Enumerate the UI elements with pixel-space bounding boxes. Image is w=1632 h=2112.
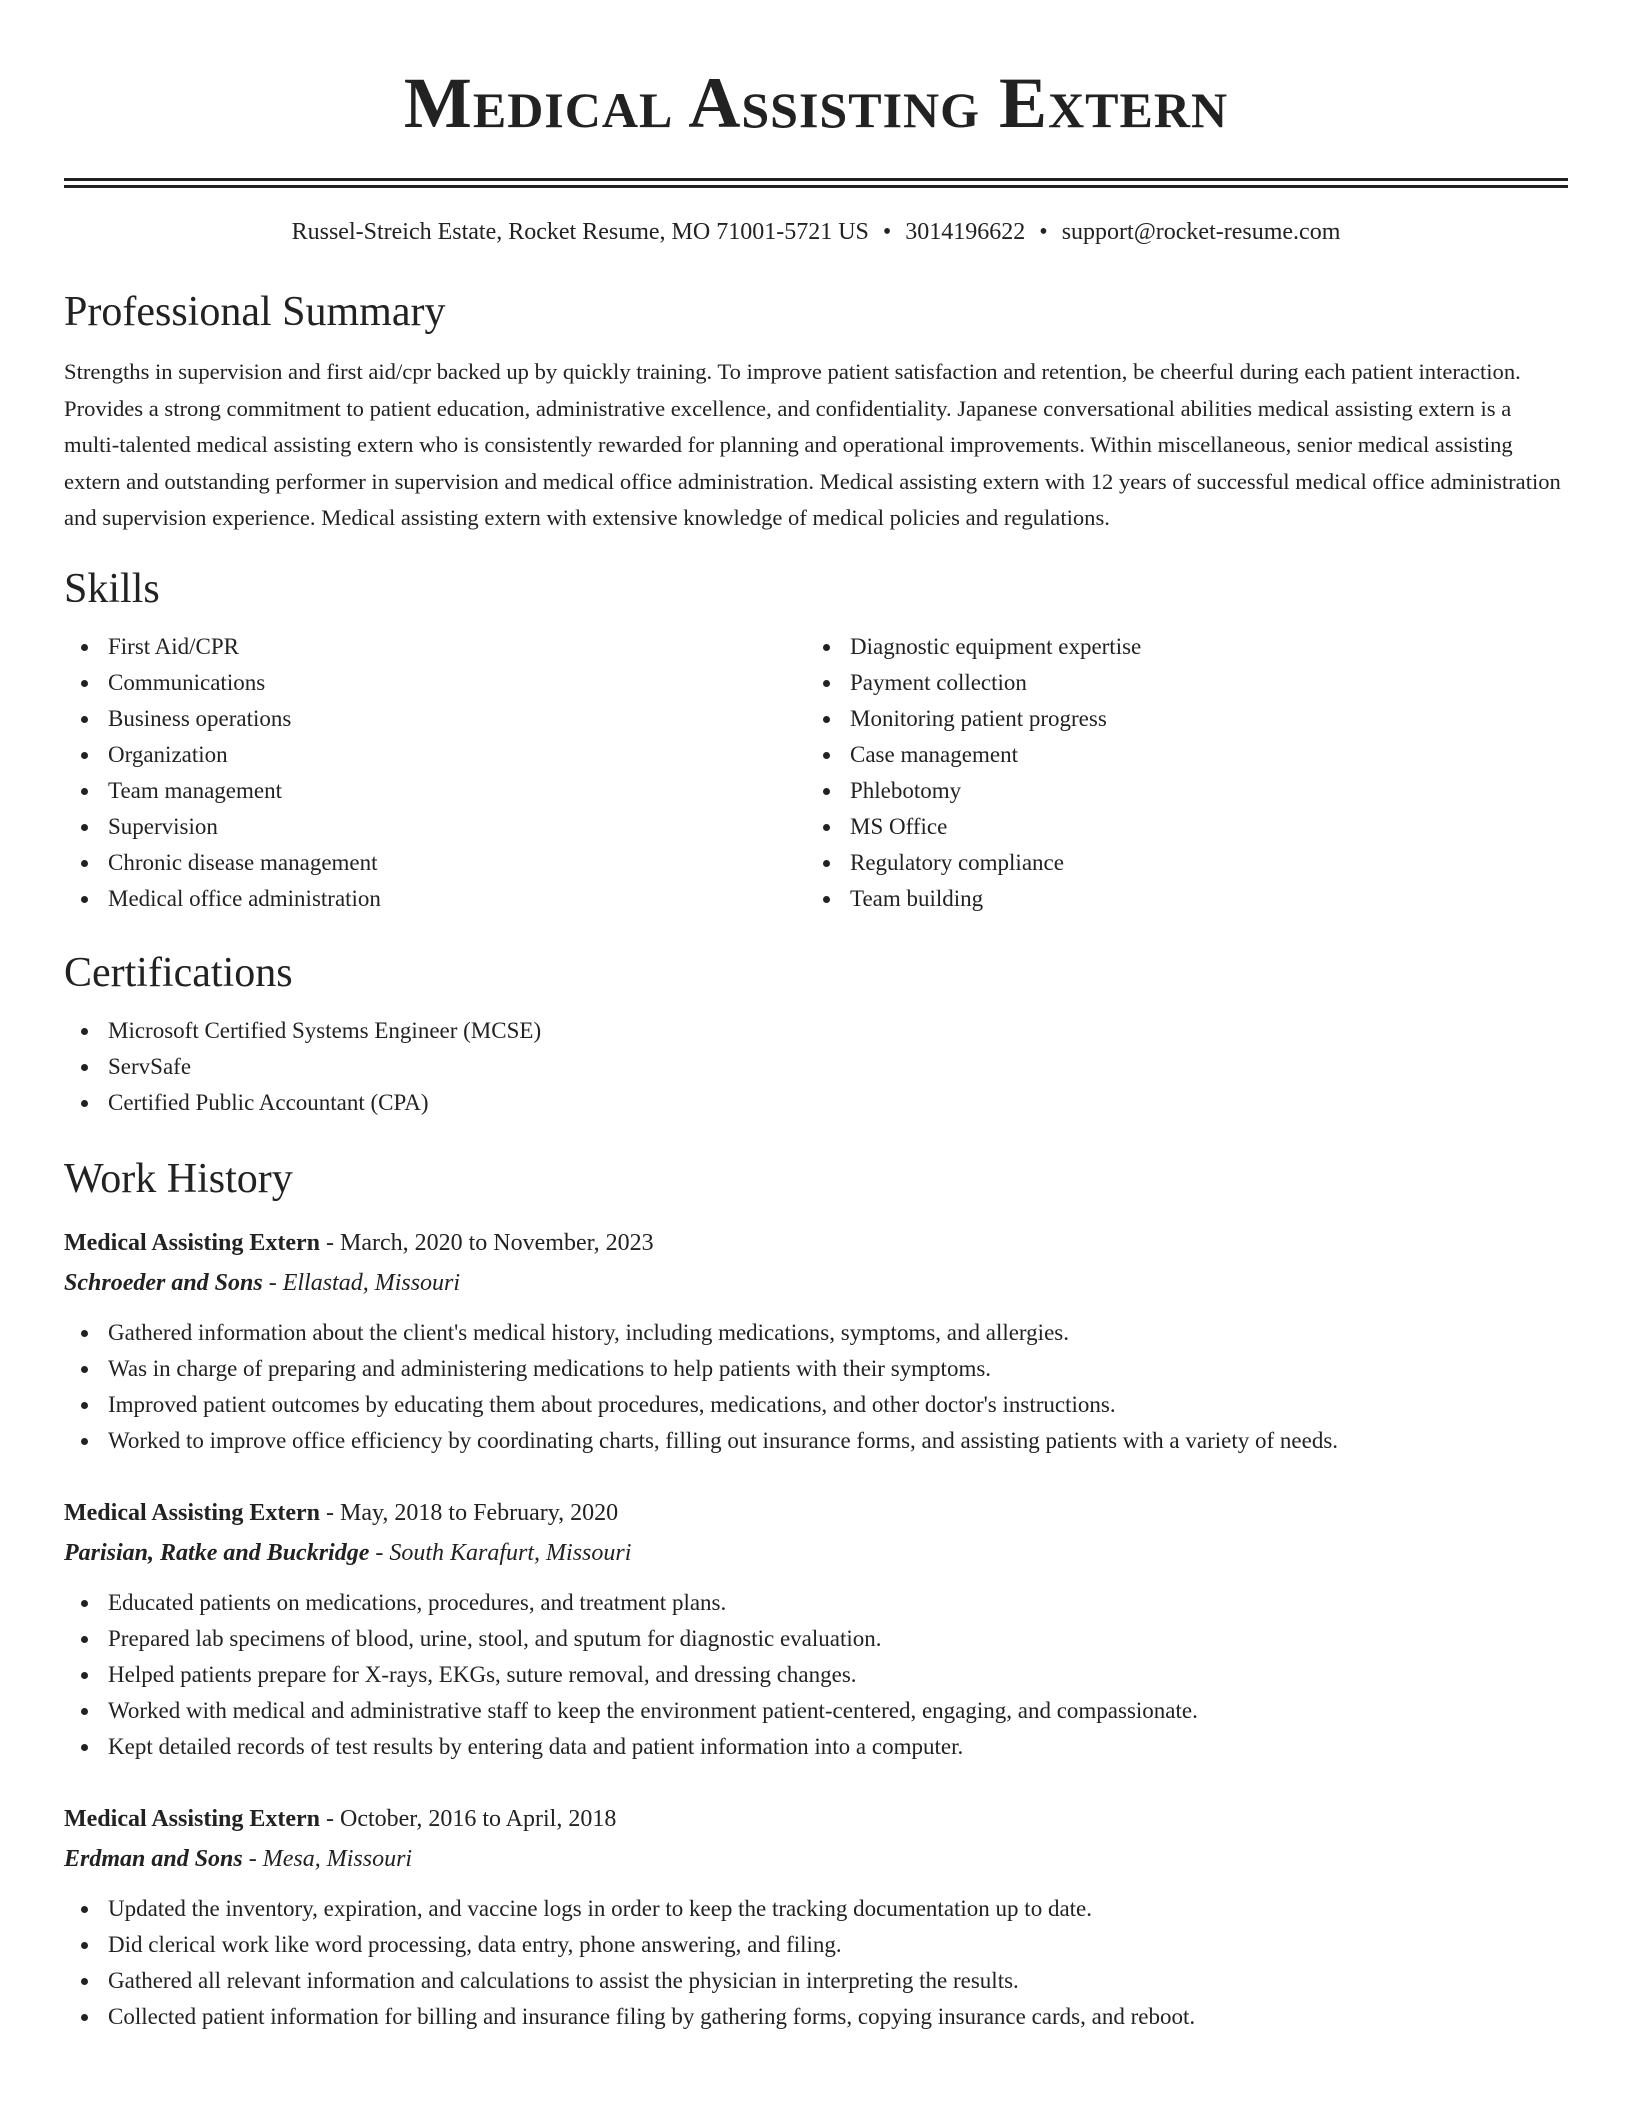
contact-phone: 3014196622 (905, 219, 1026, 245)
job-duty-item: Gathered all relevant information and calculations to assist the physician in interpreting the results. (64, 1963, 1568, 1999)
skills-heading: Skills (64, 565, 160, 612)
skill-item: Payment collection (806, 665, 1546, 701)
skill-item: MS Office (806, 809, 1546, 845)
job-duties-list (64, 1315, 1568, 1459)
job-dates: - March, 2020 to November, 2023 (320, 1229, 654, 1256)
job-title-line (64, 1223, 1568, 1263)
skill-item: Regulatory compliance (806, 845, 1546, 881)
job-duty-item: Worked with medical and administrative staff to keep the environment patient-centered, engaging, and compassionate. (64, 1693, 1568, 1729)
skills-list-right (806, 629, 1546, 917)
contact-email: support@rocket-resume.com (1061, 219, 1341, 245)
skill-item: Case management (806, 737, 1546, 773)
employer-line (64, 1533, 1568, 1573)
employer-location: - South Karafurt, Missouri (369, 1539, 632, 1566)
title-double-rule (64, 178, 1568, 188)
job-title: Medical Assisting Extern (64, 1805, 320, 1832)
job-duty-item: Did clerical work like word processing, data entry, phone answering, and filing. (64, 1927, 1568, 1963)
skill-item: Organization (64, 737, 806, 773)
employer-location: - Ellastad, Missouri (262, 1269, 461, 1296)
job-duty-item: Helped patients prepare for X-rays, EKGs, suture removal, and dressing changes. (64, 1657, 1568, 1693)
job-duty-item: Kept detailed records of test results by entering data and patient information into a computer. (64, 1729, 1568, 1765)
job-duties-list (64, 1585, 1568, 1765)
work-history-heading: Work History (64, 1155, 293, 1202)
job-duty-item: Worked to improve office efficiency by coordinating charts, filling out insurance forms, and assisting patients with a variety of needs. (64, 1423, 1568, 1459)
certifications-heading: Certifications (64, 949, 293, 996)
employer-name: Erdman and Sons (64, 1845, 243, 1872)
job-title-line (64, 1799, 1568, 1839)
skill-item: Diagnostic equipment expertise (806, 629, 1546, 665)
certification-item: ServSafe (64, 1049, 1568, 1085)
job-entry (64, 1223, 1568, 1459)
employer-name: Parisian, Ratke and Buckridge (64, 1539, 370, 1566)
summary-text: Strengths in supervision and first aid/cpr backed up by quickly training. To improve patient satisfaction and retention, be cheerful during each patient interaction. Provides a strong commitment to patient education, administrative excellence, and confidentiality. Japanese conversational abilities medical assisting extern is a multi-talented medical assisting extern who is consistently rewarded for planning and operational improvements. Within miscellaneous, senior medical assisting extern and outstanding performer in supervision and medical office administration. Medical assisting extern with 12 years of successful medical office administration and supervision experience. Medical assisting extern with extensive knowledge of medical policies and regulations. (64, 359, 1561, 530)
job-entry (64, 1799, 1568, 2035)
employer-name: Schroeder and Sons (64, 1269, 263, 1296)
skill-item: Team management (64, 773, 806, 809)
job-duty-item: Improved patient outcomes by educating them about procedures, medications, and other doctor's instructions. (64, 1387, 1568, 1423)
job-duty-item: Was in charge of preparing and administering medications to help patients with their symptoms. (64, 1351, 1568, 1387)
job-duty-item: Collected patient information for billing and insurance filing by gathering forms, copying insurance cards, and reboot. (64, 1999, 1568, 2035)
contact-separator: • (1039, 219, 1048, 245)
skill-item: First Aid/CPR (64, 629, 806, 665)
employer-location: - Mesa, Missouri (242, 1845, 413, 1872)
skills-list-left (64, 629, 806, 917)
job-title-line (64, 1493, 1568, 1533)
certifications-list (64, 1013, 1568, 1121)
job-duties-list (64, 1891, 1568, 2035)
job-duty-item: Updated the inventory, expiration, and vaccine logs in order to keep the tracking documentation up to date. (64, 1891, 1568, 1927)
job-duty-item: Educated patients on medications, procedures, and treatment plans. (64, 1585, 1568, 1621)
employer-line (64, 1839, 1568, 1879)
skill-item: Team building (806, 881, 1546, 917)
skill-item: Monitoring patient progress (806, 701, 1546, 737)
contact-separator: • (882, 219, 892, 245)
employer-line (64, 1263, 1568, 1303)
certification-item: Certified Public Accountant (CPA) (64, 1085, 1568, 1121)
job-dates: - May, 2018 to February, 2020 (320, 1499, 619, 1526)
job-title: Medical Assisting Extern (64, 1229, 320, 1256)
job-duty-item: Gathered information about the client's medical history, including medications, symptoms, and allergies. (64, 1315, 1568, 1351)
contact-address: Russel-Streich Estate, Rocket Resume, MO 71001-5721 US (291, 219, 869, 245)
skills-grid (64, 629, 1568, 917)
job-entry (64, 1493, 1568, 1765)
skill-item: Communications (64, 665, 806, 701)
contact-line (64, 216, 1568, 248)
resume-title: Medical Assisting Extern (403, 63, 1229, 143)
job-title: Medical Assisting Extern (64, 1499, 320, 1526)
certification-item: Microsoft Certified Systems Engineer (MCSE) (64, 1013, 1568, 1049)
skill-item: Supervision (64, 809, 806, 845)
skill-item: Phlebotomy (806, 773, 1546, 809)
skill-item: Business operations (64, 701, 806, 737)
skill-item: Chronic disease management (64, 845, 806, 881)
summary-heading: Professional Summary (64, 289, 446, 335)
skill-item: Medical office administration (64, 881, 806, 917)
job-dates: - October, 2016 to April, 2018 (320, 1805, 617, 1832)
job-duty-item: Prepared lab specimens of blood, urine, stool, and sputum for diagnostic evaluation. (64, 1621, 1568, 1657)
